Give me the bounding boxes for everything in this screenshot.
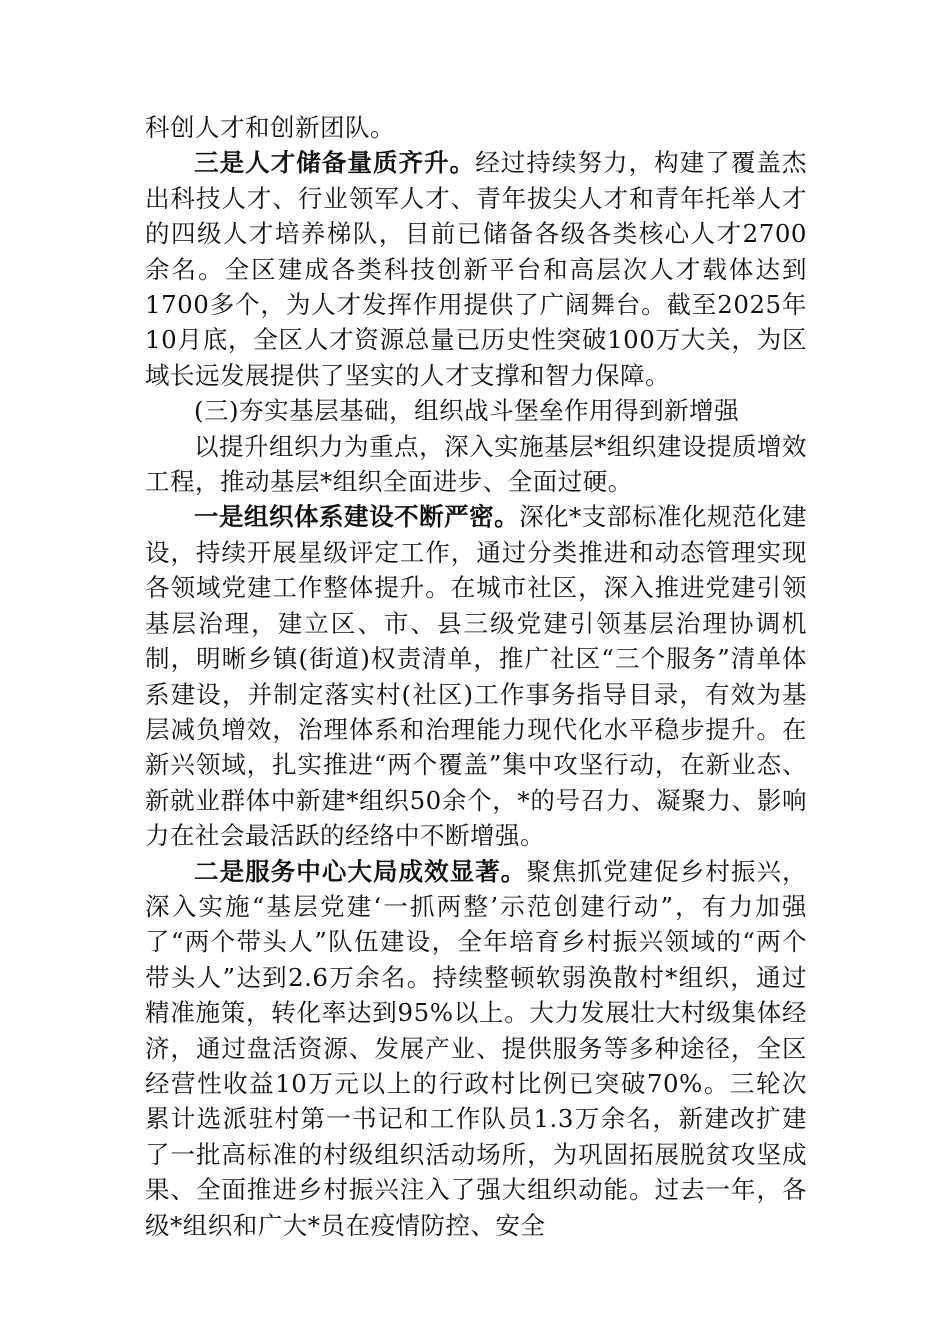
document-page (145, 110, 807, 1243)
paragraph-lead-heading: 二是服务中心大局成效显著。 (194, 856, 527, 886)
paragraph-lead-heading: 一是组织体系建设不断严密。 (194, 502, 520, 532)
paragraph-body: 深化*支部标准化规范化建设，持续开展星级评定工作，通过分类推进和动态管理实现各领域党建工作整体提升。在城市社区，深入推进党建引领基层治理，建立区、市、县三级党建引领基层治理协调机制，明晰乡镇(街道)权责清单，推广社区“三个服务”清单体系建设，并制定落实村(社区)工作事务指导目录，有效为基层减负增效，治理体系和治理能力现代化水平稳步提升。在新兴领域，扎实推进“两个覆盖”集中攻坚行动，在新业态、新就业群体中新建*组织50余个，*的号召力、凝聚力、影响力在社会最活跃的经络中不断增强。 (145, 502, 808, 851)
paragraph-intro: 以提升组织力为重点，深入实施基层*组织建设提质增效工程，推动基层*组织全面进步、全面过硬。 (145, 431, 807, 497)
paragraph-body: 聚焦抓党建促乡村振兴，深入实施“基层党建‘一抓两整’示范创建行动”，有力加强了“两个带头人”队伍建设，全年培育乡村振兴领域的“两个带头人”达到2.6万余名。持续整顿软弱涣散村*组织，通过精准施策，转化率达到95%以上。大力发展壮大村级集体经济，通过盘活资源、发展产业、提供服务等多种途径，全区经营性收益10万元以上的行政村比例已突破70%。三轮次累计选派驻村第一书记和工作队员1.3万余名，新建改扩建了一批高标准的村级组织活动场所，为巩固拓展脱贫攻坚成果、全面推进乡村振兴注入了强大组织动能。过去一年，各级*组织和广大*员在疫情防控、安全 (145, 856, 808, 1240)
paragraph-body: 经过持续努力，构建了覆盖杰出科技人才、行业领军人才、青年拔尖人才和青年托举人才的四级人才培养梯队，目前已储备各级各类核心人才2700余名。全区建成各类科技创新平台和高层次人才载体达到1700多个，为人才发挥作用提供了广阔舞台。截至2025年10月底，全区人才资源总量已历史性突破100万大关，为区域长远发展提供了坚实的人才支撑和智力保障。 (145, 148, 807, 390)
paragraph-talent-reserve (145, 145, 807, 393)
paragraph-organization-system (145, 499, 807, 853)
section-heading: (三)夯实基层基础，组织战斗堡垒作用得到新增强 (194, 396, 740, 426)
paragraph-continuation: 科创人才和创新团队。 (145, 113, 395, 142)
paragraph-service-center (145, 854, 807, 1243)
paragraph-lead-heading: 三是人才储备量质齐升。 (194, 148, 476, 178)
